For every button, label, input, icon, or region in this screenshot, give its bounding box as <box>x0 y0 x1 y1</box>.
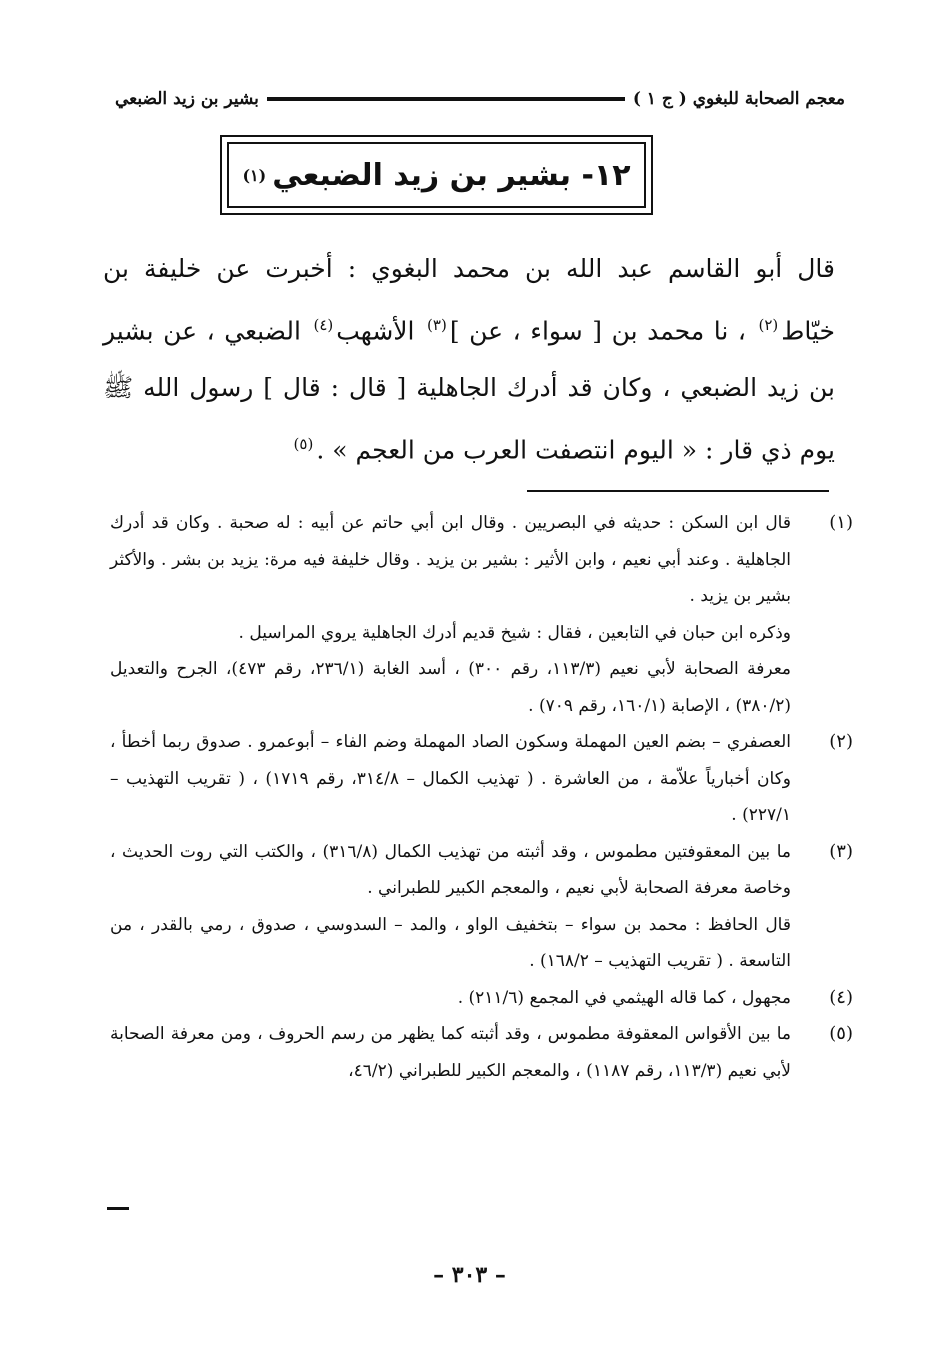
footnote-2 <box>110 724 853 834</box>
footnote-ref-4: (٤) <box>313 316 334 334</box>
header-book-title: معجم الصحابة للبغوي ( ج ١ ) <box>632 89 845 109</box>
footnote-text: قال ابن السكن : حديثه في البصريين . وقال ابن أبي حاتم عن أبيه : له صحبة . وكان قد أدرك الجاهلية . وعند أبي نعيم ، وابن الأثير : بشير بن يزيد . وقال خليفة فيه مرة: يزيد بن بشر . والأكثر بشير بن يزيد . <box>110 513 791 606</box>
entry-title: ١٢- بشير بن زيد الضبعي <box>272 157 631 193</box>
running-header <box>115 84 845 114</box>
footnote-1 <box>110 505 853 724</box>
footnote-3 <box>110 834 853 980</box>
footnote-text: مجهول ، كما قاله الهيثمي في المجمع (٢١١/٦) . <box>457 987 791 1008</box>
footnote-number: (١) <box>829 512 853 533</box>
continuation-dash <box>107 1207 129 1210</box>
main-text-part-3: الأشهب <box>336 316 415 346</box>
main-paragraph <box>103 240 835 479</box>
header-rule <box>267 97 625 101</box>
footnote-ref-2: (٢) <box>758 316 779 334</box>
main-text-part-4: الضبعي ، عن بشير بن زيد الضبعي ، وكان قد أدرك الجاهلية [ قال : قال ] رسول الله ﷺ يوم ذي قار : « اليوم انتصفت العرب من العجم » . <box>103 316 835 465</box>
footnote-4 <box>110 980 853 1017</box>
footnotes <box>110 505 853 1089</box>
entry-title-box <box>220 135 653 215</box>
header-entry-name: بشير بن زيد الضبعي <box>115 89 259 109</box>
footnote-number: (٥) <box>829 1023 853 1044</box>
main-text-part-1: قال أبو القاسم عبد الله بن محمد البغوي : أخبرت عن خليفة بن خيّاط <box>103 254 836 346</box>
footnote-ref-3: (٣) <box>427 316 447 334</box>
footnote-text: وذكره ابن حبان في التابعين ، فقال : شيخ قديم أدرك الجاهلية يروي المراسيل . <box>238 622 791 643</box>
entry-title-inner-frame <box>227 142 646 208</box>
footnote-text: العصفري – بضم العين المهملة وسكون الصاد المهملة وضم الفاء – أبوعمرو . صدوق ربما أخطأ ، وكان أخبارياً علاّمة ، من العاشرة . ( تهذيب الكمال – ٣١٤/٨، رقم ١٧١٩) ، ( تقريب التهذيب – ٢٢٧/١) . <box>110 732 792 825</box>
footnote-text: ما بين المعقوفتين مطموس ، وقد أثبته من تهذيب الكمال (٣١٦/٨) ، والكتب التي روت الحديث ، وخاصة معرفة الصحابة لأبي نعيم ، والمعجم الكبير للطبراني . <box>110 841 792 898</box>
footnote-number: (٣) <box>829 840 853 862</box>
footnote-number: (٢) <box>829 731 853 752</box>
footnote-separator <box>527 490 829 492</box>
main-text-part-2: ، نا محمد بن [ سواء ، عن ] <box>449 316 746 346</box>
footnote-text: قال الحافظ : محمد بن سواء – بتخفيف الواو ، والمد – السدوسي ، صدوق ، رمي بالقدر ، من التاسعة . ( تقريب التهذيب – ١٦٨/٢) . <box>110 914 791 971</box>
footnote-text: ما بين الأقواس المعقوفة مطموس ، وقد أثبته كما يظهر من رسم الحروف ، ومن معرفة الصحابة لأبي نعيم (١١٣/٣، رقم ١١٨٧) ، والمعجم الكبير للطبراني (٤٦/٢، <box>110 1024 791 1081</box>
footnote-number: (٤) <box>829 986 853 1008</box>
entry-title-footnote-ref: (١) <box>242 165 267 185</box>
page-number: – ٣٠٣ – <box>433 1262 506 1288</box>
footnote-ref-5: (٥) <box>293 435 314 454</box>
footnote-text: معرفة الصحابة لأبي نعيم (١١٣/٣، رقم ٣٠٠) ، أسد الغابة (٢٣٦/١، رقم ٤٧٣)، الجرح والتعديل (٣٨٠/٢) ، الإصابة (١٦٠/١، رقم ٧٠٩) . <box>110 659 792 716</box>
footnote-5 <box>110 1016 853 1089</box>
